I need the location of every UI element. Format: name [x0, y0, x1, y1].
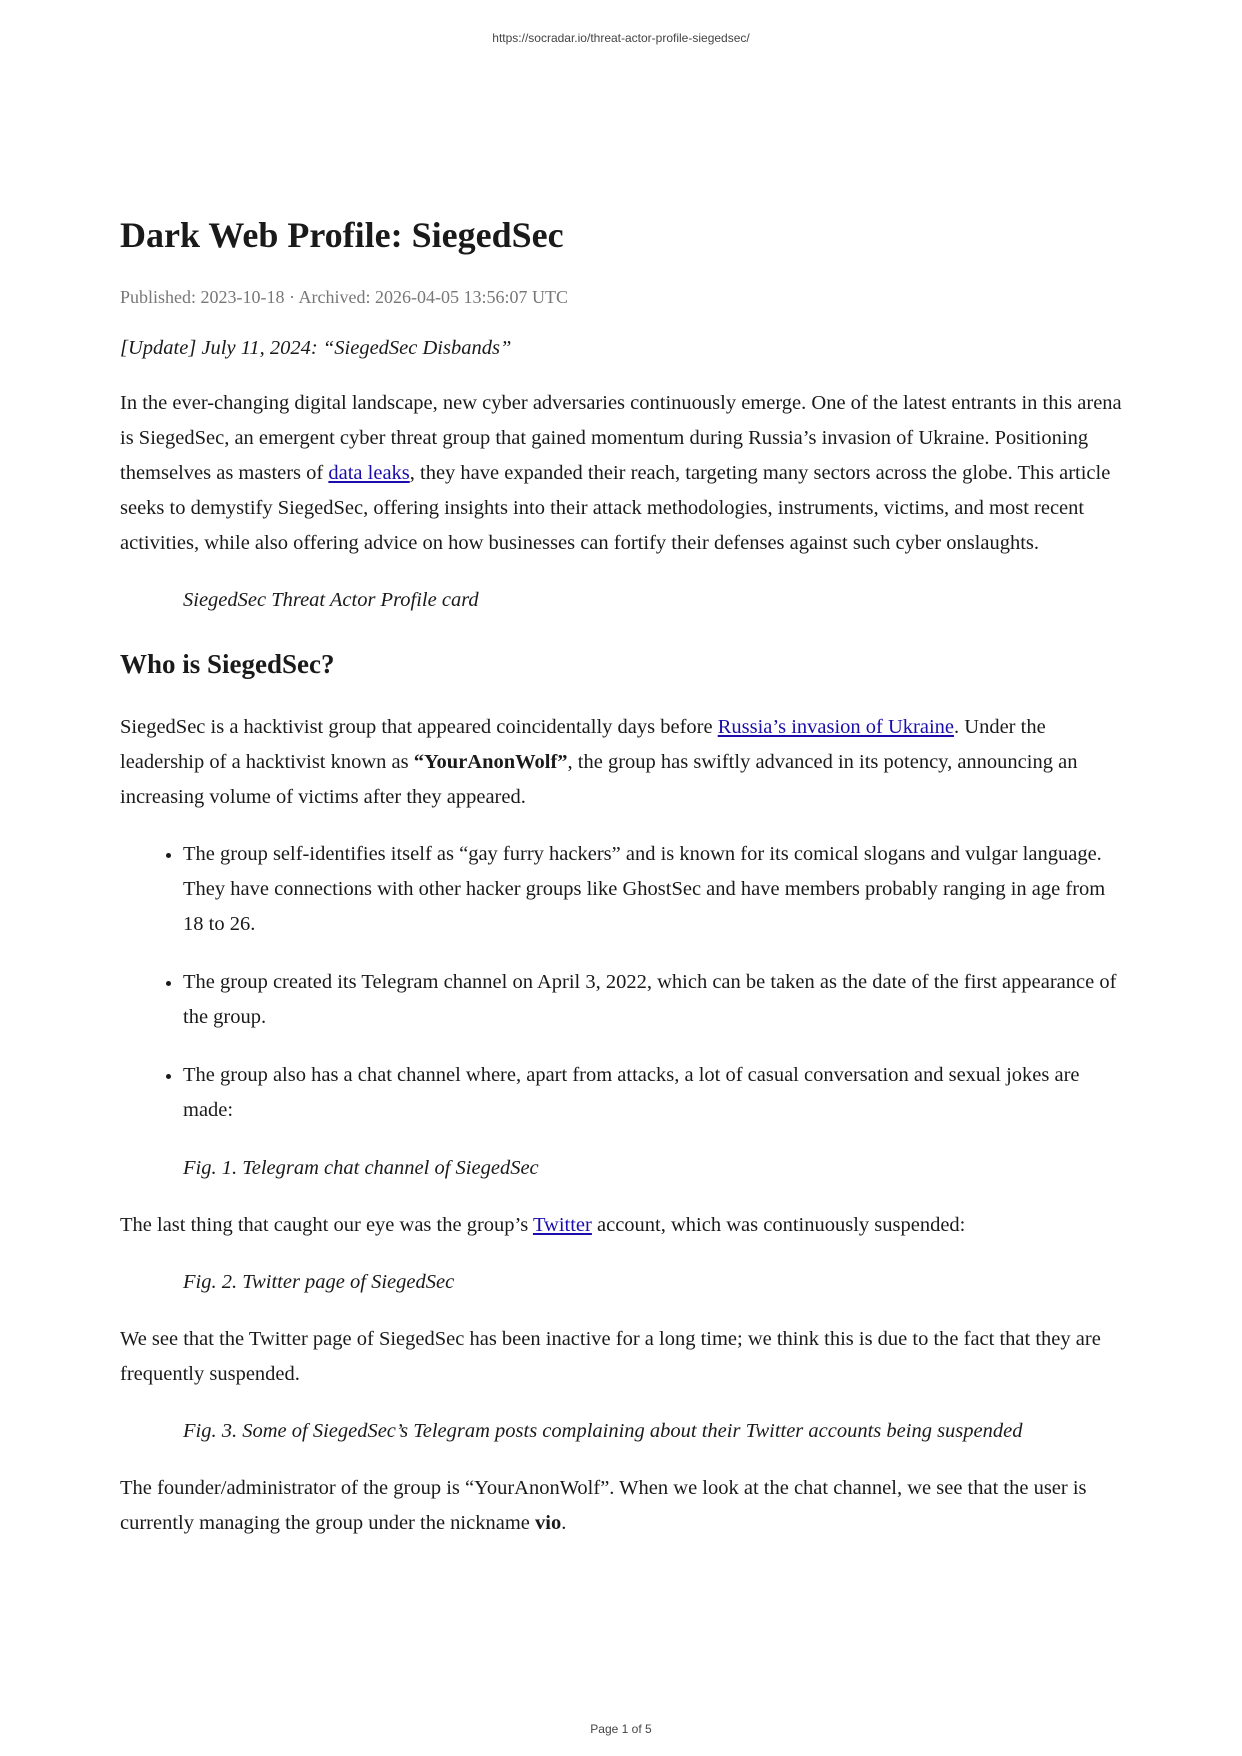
fig3-caption: Fig. 3. Some of SiegedSec’s Telegram posts complaining about their Twitter accounts being suspended [183, 1420, 1023, 1442]
profile-card-caption: SiegedSec Threat Actor Profile card [183, 589, 479, 611]
vio-bold: vio [535, 1512, 562, 1534]
inactive-paragraph: We see that the Twitter page of SiegedSec has been inactive for a long time; we think this is due to the fact that they are frequently suspended. [120, 1328, 1101, 1385]
twitter-link[interactable]: Twitter [532, 1214, 592, 1236]
russia-invasion-link[interactable]: Russia’s invasion of Ukraine [717, 716, 955, 738]
list-item: • The group also has a chat channel where, apart from attacks, a lot of casual conversation and sexual jokes are made: [183, 1058, 1130, 1128]
who-paragraph [120, 710, 1130, 815]
article-title: Dark Web Profile: SiegedSec [120, 215, 564, 255]
data-leaks-link[interactable]: data leaks [328, 462, 410, 484]
intro-text-start: In the ever-changing digital landscape, new cyber adversaries continuously emerge. One of the latest entrants in this arena is SiegedSec, an emergent cyber threat group that gained momentum during Russia’s invasion of Ukraine. Positioning themselves as masters of [120, 392, 1122, 484]
fig1-caption: Fig. 1. Telegram chat channel of SiegedSec [183, 1157, 539, 1179]
article-meta: Published: 2023-10-18 · Archived: 2026-04-05 13:56:07 UTC [120, 287, 568, 307]
article-content [120, 212, 1130, 1541]
founder-text-end: . [561, 1512, 567, 1534]
list-item: • The group self-identifies itself as “gay furry hackers” and is known for its comical slogans and vulgar language. They have connections with other hacker groups like GhostSec and have members probably ranging in age from 18 to 26. [183, 837, 1130, 942]
list-item: • The group created its Telegram channel on April 3, 2022, which can be taken as the date of the first appearance of the group. [183, 965, 1130, 1035]
fig2-caption: Fig. 2. Twitter page of SiegedSec [183, 1271, 455, 1293]
twitter-text-end: account, which was continuously suspended: [591, 1214, 966, 1236]
who-text-end: , the group has swiftly advanced in its potency, announcing an increasing volume of victims after they appeared. [120, 751, 1078, 808]
twitter-text-start: The last thing that caught our eye was the group’s [120, 1214, 533, 1236]
update-note: [Update] July 11, 2024: “SiegedSec Disbands” [120, 337, 512, 359]
founder-paragraph [120, 1471, 1130, 1541]
facts-list [120, 837, 1130, 1128]
twitter-paragraph [120, 1208, 1130, 1243]
who-text-start: SiegedSec is a hacktivist group that appeared coincidentally days before [120, 716, 718, 738]
intro-text-end: , they have expanded their reach, targeting many sectors across the globe. This article seeks to demystify SiegedSec, offering insights into their attack methodologies, instruments, victims, and most recent activities, while also offering advice on how businesses can fortify their defenses against such cyber onslaughts. [120, 462, 1111, 554]
founder-text-start: The founder/administrator of the group is “YourAnonWolf”. When we look at the chat channel, we see that the user is currently managing the group under the nickname [120, 1477, 1087, 1534]
intro-paragraph [120, 386, 1130, 561]
section-heading-who: Who is SiegedSec? [120, 649, 335, 679]
page-number-footer: Page 1 of 5 [590, 1722, 652, 1736]
who-text-middle: . Under the leadership of a hacktivist known as [120, 716, 1046, 773]
page-url-header: https://socradar.io/threat-actor-profile-siegedsec/ [492, 31, 750, 45]
youranonwolf-bold: “YourAnonWolf” [413, 751, 568, 773]
